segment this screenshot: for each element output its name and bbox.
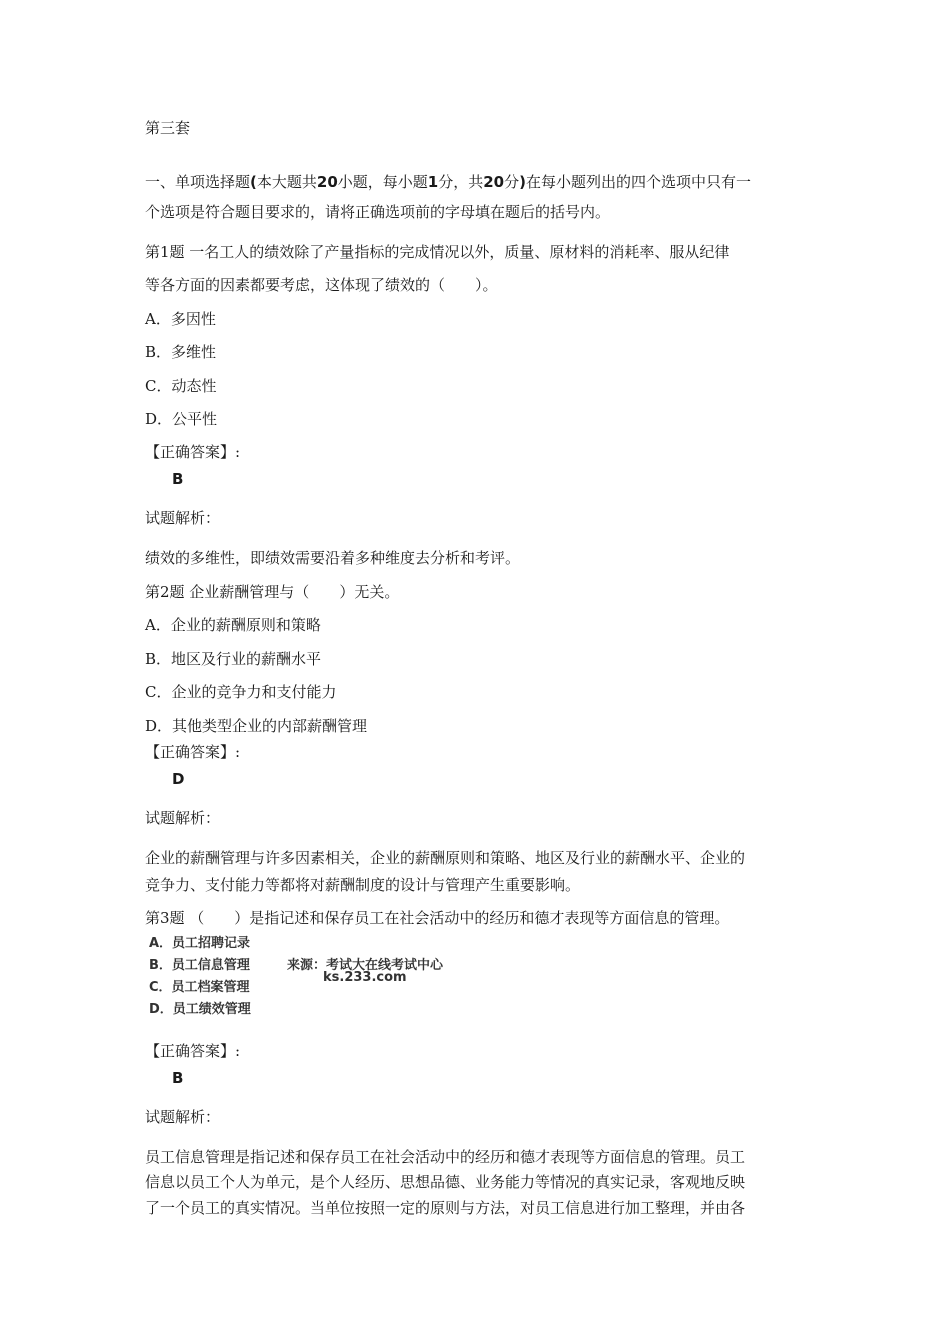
instr-part5: 分 bbox=[504, 173, 520, 191]
q3-stem: 第3题 （ ）是指记述和保存员工在社会活动中的经历和德才表现等方面信息的管理。 bbox=[145, 909, 730, 927]
q3-option-b: B．员工信息管理 bbox=[149, 958, 250, 973]
q3-answer: B bbox=[172, 1069, 184, 1087]
source-watermark: 来源：考试大在线考试中心 bbox=[287, 958, 444, 973]
q3-option-a: A．员工招聘记录 bbox=[149, 936, 251, 951]
q3-analysis-label: 试题解析： bbox=[145, 1108, 221, 1126]
instr-part4: 分，共 bbox=[438, 173, 484, 191]
q2-analysis-label: 试题解析： bbox=[145, 809, 221, 827]
instr-bold3: 1 bbox=[427, 173, 439, 191]
instr-bold1: ( bbox=[250, 173, 257, 191]
q2-option-b: B．地区及行业的薪酬水平 bbox=[145, 650, 322, 668]
set-title: 第三套 bbox=[145, 119, 191, 137]
q2-option-d: D．其他类型企业的内部薪酬管理 bbox=[145, 717, 368, 735]
q2-answer-label: 【正确答案】: bbox=[145, 743, 241, 761]
instr-part3: 小题，每小题 bbox=[337, 173, 428, 191]
q3-analysis-line-2: 信息以员工个人为单元，是个人经历、思想品德、业务能力等情况的真实记录，客观地反映 bbox=[145, 1173, 746, 1191]
q2-option-c: C．企业的竞争力和支付能力 bbox=[145, 683, 337, 701]
q3-analysis-line-3: 了一个员工的真实情况。当单位按照一定的原则与方法，对员工信息进行加工整理，并由各 bbox=[145, 1199, 746, 1217]
q1-stem-line-2: 等各方面的因素都要考虑，这体现了绩效的（ ）。 bbox=[145, 276, 498, 294]
q2-analysis-line-1: 企业的薪酬管理与许多因素相关，企业的薪酬原则和策略、地区及行业的薪酬水平、企业的 bbox=[145, 849, 746, 867]
q3-option-d: D．员工绩效管理 bbox=[149, 1002, 251, 1017]
instr-part2: 本大题共 bbox=[256, 173, 317, 191]
q2-analysis-line-2: 竞争力、支付能力等都将对薪酬制度的设计与管理产生重要影响。 bbox=[145, 876, 581, 894]
q1-analysis-label: 试题解析： bbox=[145, 509, 221, 527]
q3-answer-label: 【正确答案】: bbox=[145, 1042, 241, 1060]
q2-answer: D bbox=[172, 770, 185, 788]
instr-part6: 在每小题列出的四个选项中只有一 bbox=[525, 173, 751, 191]
q1-option-b: B．多维性 bbox=[145, 343, 217, 361]
q1-stem-line-1: 第1题 一名工人的绩效除了产量指标的完成情况以外，质量、原材料的消耗率、服从纪律 bbox=[145, 243, 730, 261]
q3-analysis-line-1: 员工信息管理是指记述和保存员工在社会活动中的经历和德才表现等方面信息的管理。员工 bbox=[145, 1148, 746, 1166]
q2-option-a: A．企业的薪酬原则和策略 bbox=[145, 616, 321, 634]
instr-bold4: 20 bbox=[483, 173, 505, 191]
q3-options-image bbox=[145, 930, 505, 1020]
instr-bold5: ) bbox=[519, 173, 526, 191]
q1-option-a: A．多因性 bbox=[145, 310, 216, 328]
q1-option-c: C．动态性 bbox=[145, 377, 217, 395]
q1-answer-label: 【正确答案】: bbox=[145, 443, 241, 461]
source-url: ks.233.com bbox=[323, 970, 407, 985]
q1-option-d: D．公平性 bbox=[145, 410, 218, 428]
instr-part1: 一、单项选择题 bbox=[145, 173, 251, 191]
q1-analysis: 绩效的多维性，即绩效需要沿着多种维度去分析和考评。 bbox=[145, 549, 521, 567]
q3-option-c: C．员工档案管理 bbox=[149, 980, 250, 995]
instr-bold2: 20 bbox=[316, 173, 338, 191]
q2-stem: 第2题 企业薪酬管理与（ ）无关。 bbox=[145, 583, 400, 601]
q1-answer: B bbox=[172, 470, 184, 488]
instructions-line-1 bbox=[145, 166, 809, 198]
instructions-line-2: 个选项是符合题目要求的，请将正确选项前的字母填在题后的括号内。 bbox=[145, 203, 611, 221]
